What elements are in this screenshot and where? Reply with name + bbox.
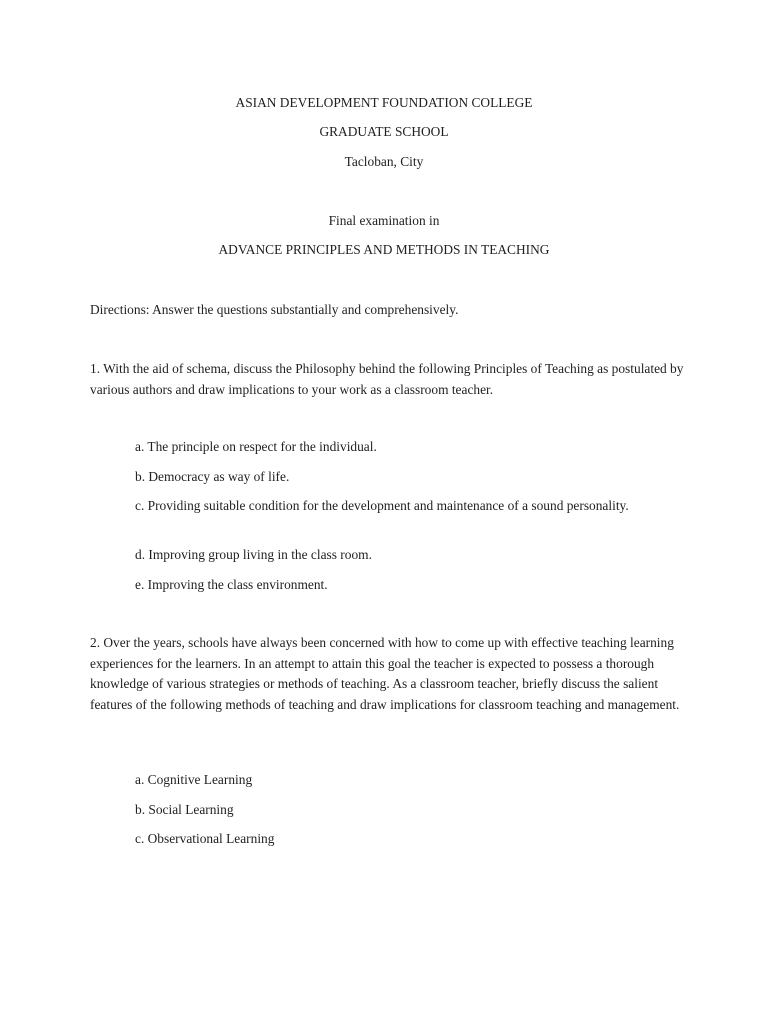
question-1-prompt: 1. With the aid of schema, discuss the Philosophy behind the following Principles of Teaching as postulated by various authors and draw implications to your work as a classroom teacher.: [90, 361, 684, 397]
exam-type: Final examination in: [328, 213, 440, 228]
school-name: GRADUATE SCHOOL: [319, 124, 449, 139]
question-1-item-c: c. Providing suitable condition for the development and maintenance of a sound personality.: [135, 498, 629, 513]
question-2-item-a: a. Cognitive Learning: [135, 772, 253, 787]
question-1-item-a: a. The principle on respect for the individual.: [135, 439, 377, 454]
question-2-item-b: b. Social Learning: [135, 802, 234, 817]
question-1-item-d: d. Improving group living in the class room.: [135, 547, 372, 562]
directions: Directions: Answer the questions substantially and comprehensively.: [90, 302, 459, 317]
question-1-item-b: b. Democracy as way of life.: [135, 469, 290, 484]
location: Tacloban, City: [344, 154, 424, 169]
question-1-item-e: e. Improving the class environment.: [135, 577, 328, 592]
question-2-item-c: c. Observational Learning: [135, 831, 275, 846]
question-2-prompt: 2. Over the years, schools have always been concerned with how to come up with effective teaching learning experiences for the learners. In an attempt to attain this goal the teacher is expected to possess a thorough knowledge of various strategies or methods of teaching. As a classroom teacher, briefly discuss the salient features of the following methods of teaching and draw implications for classroom teaching and management.: [90, 635, 680, 712]
exam-subject: ADVANCE PRINCIPLES AND METHODS IN TEACHING: [218, 242, 550, 257]
institution-name: ASIAN DEVELOPMENT FOUNDATION COLLEGE: [235, 95, 533, 110]
